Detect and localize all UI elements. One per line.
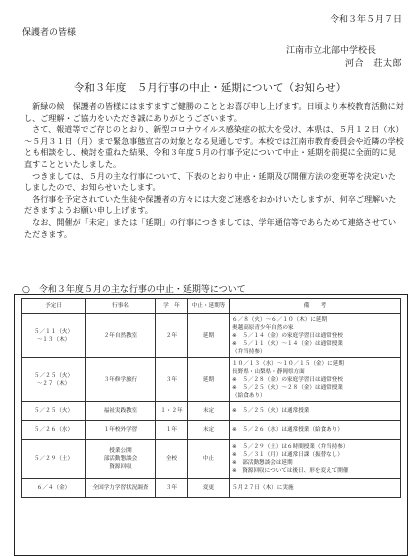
table-row <box>22 314 401 358</box>
cell-status <box>188 402 230 421</box>
cell-grade <box>156 479 188 498</box>
document-date: 令和３年５月７日 <box>329 15 402 25</box>
cell-status <box>188 314 230 358</box>
cell-notes-line: ※ ５／２５（火）は通常授業 <box>232 408 310 414</box>
cell-status-line: 中止 <box>202 456 215 462</box>
cell-date <box>22 479 86 498</box>
cell-date-line: ５／２９（土） <box>33 456 74 462</box>
cell-event-line: 部活動懇談会 <box>103 456 138 462</box>
cell-event <box>86 421 156 440</box>
cell-notes-line: ６／８（火）～６／１０（木）に延期 <box>232 316 328 323</box>
cell-status-line: 未定 <box>202 427 215 433</box>
cell-status <box>188 421 230 440</box>
cell-notes-line: ※ ５／２６（水）は通常授業（給食あり） <box>232 427 343 433</box>
header-event: 行事名 <box>86 299 156 314</box>
header-notes: 備 考 <box>230 299 401 314</box>
table-row <box>22 402 401 421</box>
section-heading: ○ 令和３年度５月の主な行事の中止・延期等について <box>22 285 246 295</box>
cell-date-line: ５／２５（火） <box>33 408 74 414</box>
cell-date <box>22 421 86 440</box>
cell-grade-line: １年 <box>165 427 178 433</box>
document-title: 令和３年度 ５月行事の中止・延期について（お知らせ） <box>73 82 347 94</box>
cell-grade <box>156 314 188 358</box>
cell-date <box>22 402 86 421</box>
cell-event <box>86 440 156 479</box>
cell-date <box>22 440 86 479</box>
cell-grade <box>156 402 188 421</box>
cell-notes-line: ※ ５／１４（金）の家庭学習日は通常登校 <box>232 332 343 339</box>
cell-grade-line: ３年 <box>165 376 178 383</box>
cell-notes <box>230 402 401 421</box>
issuer-organization: 江南市立北部中学校長 <box>285 46 376 56</box>
cell-event-line: 福祉実践教室 <box>103 408 138 414</box>
cell-event <box>86 402 156 421</box>
table-row <box>22 479 401 498</box>
cell-notes-line: （給食あり） <box>232 392 266 399</box>
cell-status-line: 変更 <box>202 485 215 491</box>
cell-date <box>22 314 86 358</box>
cell-notes-line: ※ ５／２５（火）～２８（金）は通常授業 <box>232 384 343 391</box>
table-body <box>22 314 401 498</box>
cell-notes-line: 奥越高原青少年自然の家 <box>232 324 294 331</box>
cell-event-line: 資源回収 <box>109 464 132 470</box>
cell-event-line: ２年自然教室 <box>103 332 138 339</box>
cell-notes-line: （弁当持参） <box>232 348 266 355</box>
cell-notes <box>230 440 401 479</box>
letter-body <box>24 101 404 240</box>
cell-notes-line: 長野県・山梨県・静岡県方面 <box>232 368 305 375</box>
cell-notes-line: ５月２７日（木）に実施 <box>232 485 294 491</box>
cell-date-line: ５／２６（水） <box>33 427 74 433</box>
cell-notes <box>230 314 401 358</box>
cell-notes-line: ※ 部活動懇談会は延期 <box>232 460 293 466</box>
paragraph: なお、開催が「未定」または「延期」の行事につきましては、学年通信等であらためて連絡させていただきます。 <box>24 216 397 239</box>
cell-grade-line: ３年 <box>165 485 178 491</box>
cell-event-line: ３年修学旅行 <box>103 376 138 383</box>
cell-status <box>188 440 230 479</box>
addressee: 保護者の皆様 <box>22 28 77 38</box>
cell-notes-line: ※ ５／２９（土）は６時間授業（弁当持参） <box>232 444 349 450</box>
cell-grade-line: １・２年 <box>160 408 183 414</box>
cell-date-line: ５／２５（火） <box>33 372 74 379</box>
cell-date-line: ６／４（金） <box>36 485 71 491</box>
header-status: 中止・延期等 <box>188 299 230 314</box>
cell-notes <box>230 358 401 402</box>
cell-date-line: ～２７（木） <box>36 380 71 387</box>
cell-notes-line: ※ ５／２８（金）の家庭学習日は通常登校 <box>232 376 343 383</box>
cell-notes-line: ※ 資源回収については後日、形を変えて開催 <box>232 468 349 474</box>
cell-grade-line: ２年 <box>165 332 178 339</box>
cell-event <box>86 479 156 498</box>
cell-notes <box>230 421 401 440</box>
cell-status-line: 延期 <box>202 376 215 383</box>
table-header-row <box>22 299 401 314</box>
cell-notes-line: １０／１３（水）～１０／１５（金）に延期 <box>232 360 344 367</box>
paragraph: 新緑の候 保護者の皆様にはますますご健勝のこととお喜び申し上げます。日頃より本校教育活動に対し、ご理解・ご協力をいただき誠にありがとうございます。 <box>24 101 404 123</box>
table-row <box>22 440 401 479</box>
cell-event-line: １年校外学習 <box>103 427 138 433</box>
issuer-name: 河合 荘太郎 <box>344 59 402 69</box>
cell-status-line: 未定 <box>202 408 215 414</box>
cell-grade <box>156 421 188 440</box>
paragraph: さて、報道等でご存じのとおり、新型コロナウイルス感染症の拡大を受け、本県は、５月１２日（水）～５月３１日（月）まで緊急事態宣言の対象となる見通しです。本校では江南市教育委員会や近隣の学校とも相談をし、検討を重ねた結果、令和３年度５月の行事予定について中止・延期を前提に全面的に見直すことといたしました。 <box>24 124 404 169</box>
cell-notes <box>230 479 401 498</box>
cell-grade <box>156 440 188 479</box>
paragraph: つきましては、５月の主な行事について、下表のとおり中止・延期及び開催方法の変更等を決定いたしましたので、お知らせいたします。 <box>24 170 396 193</box>
cell-notes-line: ※ ５／１１（火）～１４（金）は通常授業 <box>232 340 343 347</box>
header-grade: 学 年 <box>156 299 188 314</box>
cell-date-line: ５／１１（火） <box>33 328 74 335</box>
cell-grade-line: 全校 <box>165 456 178 462</box>
cell-event-line: 授業公開 <box>109 448 132 454</box>
paragraph: 各行事を予定されていた生徒や保護者の方々には大変ご迷惑をおかけいたしますが、何卒ご理解いただきますようお願い申し上げます。 <box>24 193 397 216</box>
cell-notes-line: ※ ５／３１（月）は通常日課（振替なし） <box>232 452 343 458</box>
cell-event-line: 全国学力学習状況調査 <box>92 485 149 491</box>
cell-status <box>188 358 230 402</box>
table-row <box>22 421 401 440</box>
cell-status-line: 延期 <box>202 332 215 339</box>
cell-event <box>86 314 156 358</box>
cell-date-line: ～１３（木） <box>36 336 71 343</box>
cell-grade <box>156 358 188 402</box>
event-table <box>21 298 401 498</box>
table-row <box>22 358 401 402</box>
cell-status <box>188 479 230 498</box>
header-date: 予定日 <box>22 299 86 314</box>
cell-event <box>86 358 156 402</box>
cell-date <box>22 358 86 402</box>
